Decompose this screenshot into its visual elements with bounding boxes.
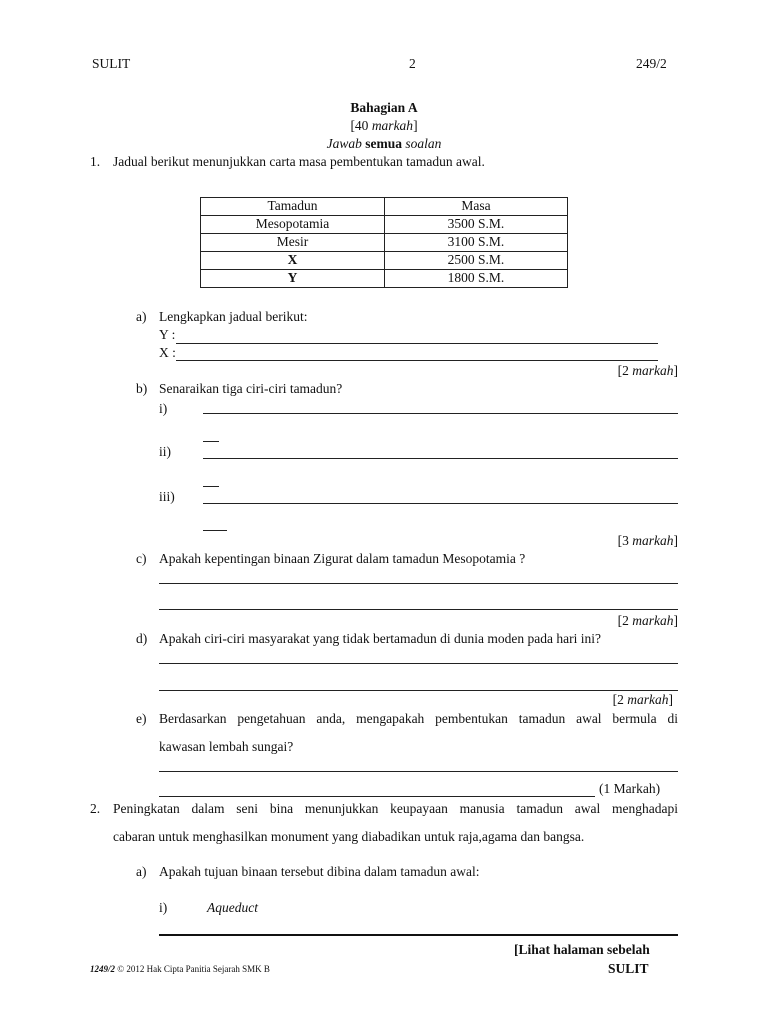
q1a-text: Lengkapkan jadual berikut: [159,309,308,324]
table-cell-tamadun: Mesir [201,234,385,252]
table-cell-tamadun: X [201,252,385,270]
q1b-text: Senaraikan tiga ciri-ciri tamadun? [159,381,343,396]
q1-text: Jadual berikut menunjukkan carta masa pembentukan tamadun awal. [113,154,485,169]
section-marks: [40 markah] [350,118,418,133]
table-cell-masa: 1800 S.M. [385,270,568,288]
q1b-item-ii: ii) [159,444,171,459]
footer-copyright: 1249/2 © 2012 Hak Cipta Panitia Sejarah SMK B [90,964,270,974]
q1a-label: a) [136,309,147,324]
table-row [201,252,568,270]
answer-line[interactable] [159,609,678,610]
footer-sulit: SULIT [608,961,649,976]
table-header-row [201,198,568,216]
answer-line[interactable] [203,413,678,414]
answer-line[interactable] [159,796,595,797]
q1a-x-label: X : [159,345,176,360]
q1b-marks: [3 markah] [617,533,678,548]
table-row [201,234,568,252]
answer-line-tail [203,441,219,442]
timeline-table [200,197,568,288]
q2-text-line2: cabaran untuk menghasilkan monument yang diabadikan untuk raja,agama dan bangsa. [113,829,585,844]
q1c-label: c) [136,551,147,566]
q1e-label: e) [136,711,147,726]
q1b-item-i: i) [159,401,168,416]
answer-line[interactable] [159,583,678,584]
q1d-label: d) [136,631,148,646]
answer-line-tail [203,486,219,487]
q1d-marks: [2 markah] [612,692,673,707]
q1e-marks: (1 Markah) [599,781,661,796]
footer-rule [159,934,678,936]
answer-line[interactable] [203,458,678,459]
answer-line[interactable] [176,360,658,361]
q1b-item-iii: iii) [159,489,175,504]
table-cell-masa: 2500 S.M. [385,252,568,270]
table-cell-masa: 3500 S.M. [385,216,568,234]
q1e-text-line2: kawasan lembah sungai? [159,739,294,754]
table-header-cell: Tamadun [201,198,385,216]
table-header-cell: Masa [385,198,568,216]
q1d-text: Apakah ciri-ciri masyarakat yang tidak bertamadun di dunia moden pada hari ini? [159,631,601,646]
q1e-text-line1: Berdasarkan pengetahuan anda, mengapakah pembentukan tamadun awal bermula di [159,711,678,726]
answer-line[interactable] [159,690,678,691]
answer-line-tail [203,530,227,531]
q2a-item-label: i) [159,900,168,915]
q2a-text: Apakah tujuan binaan tersebut dibina dalam tamadun awal: [159,864,480,879]
q2a-label: a) [136,864,147,879]
q1c-text: Apakah kepentingan binaan Zigurat dalam tamadun Mesopotamia ? [159,551,526,566]
answer-line[interactable] [203,503,678,504]
table-cell-tamadun: Mesopotamia [201,216,385,234]
q1a-marks: [2 markah] [617,363,678,378]
q2-number: 2. [90,801,101,816]
table-cell-tamadun: Y [201,270,385,288]
page-number: 2 [409,56,416,71]
answer-line[interactable] [159,771,678,772]
header-sulit: SULIT [92,56,131,71]
paper-code: 249/2 [636,56,667,71]
table-row [201,270,568,288]
section-title: Bahagian A [350,100,418,115]
table-row [201,216,568,234]
q1b-label: b) [136,381,148,396]
q1-number: 1. [90,154,101,169]
q2-text-line1: Peningkatan dalam seni bina menunjukkan keupayaan manusia tamadun awal menghadapi [113,801,678,816]
footer-next-page: [Lihat halaman sebelah [514,942,650,957]
table-cell-masa: 3100 S.M. [385,234,568,252]
q2a-item-text: Aqueduct [207,900,258,915]
q1a-y-label: Y : [159,327,176,342]
answer-line[interactable] [176,343,658,344]
q1c-marks: [2 markah] [617,613,678,628]
section-instruction: Jawab semua soalan [326,136,442,151]
answer-line[interactable] [159,663,678,664]
